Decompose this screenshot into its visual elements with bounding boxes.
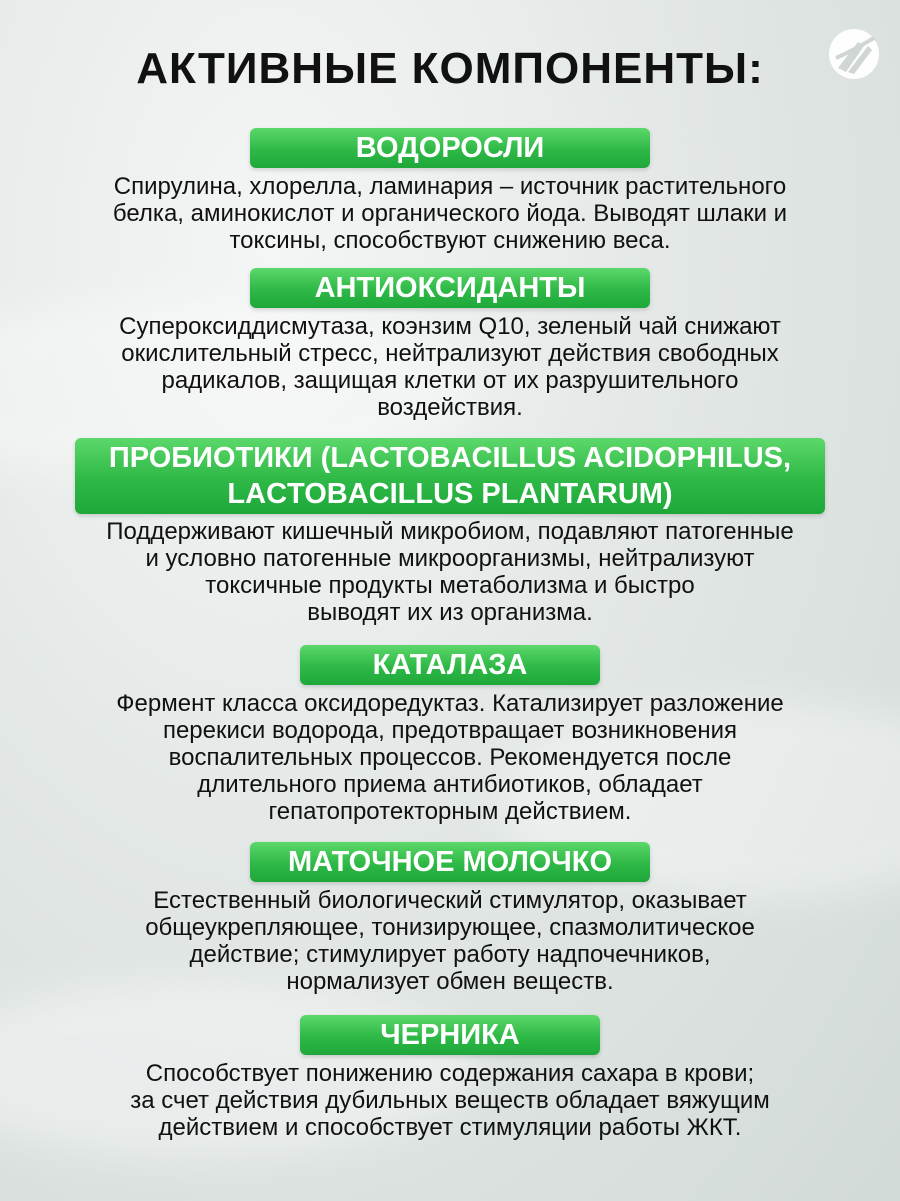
heading-label: ПРОБИОТИКИ (LACTOBACILLUS ACIDOPHILUS, (108, 442, 792, 474)
description-probiotics (60, 518, 840, 626)
heading-label: LACTOBACILLUS PLANTARUM) (227, 478, 673, 510)
description-line: нормализует обмен веществ. (286, 968, 614, 995)
description-line: воздействия. (377, 394, 523, 421)
heading-badge-probiotics (75, 438, 825, 514)
description-line: воспалительных процессов. Рекомендуется после (168, 744, 732, 771)
description-line: выводят их из организма. (307, 599, 593, 626)
description-line: белка, аминокислот и органического йода. Выводят шлаки и (112, 200, 788, 227)
heading-label: ЧЕРНИКА (380, 1018, 520, 1051)
description-line: окислительный стресс, нейтрализуют действия свободных (121, 340, 779, 367)
description-blueberry (60, 1060, 840, 1141)
description-line: Поддерживают кишечный микробиом, подавляют патогенные (106, 518, 794, 545)
description-line: за счет действия дубильных веществ обладает вяжущим (130, 1087, 770, 1114)
description-line: перекиси водорода, предотвращает возникновения (162, 717, 738, 744)
description-line: общеукрепляющее, тонизирующее, спазмолитическое (145, 914, 755, 941)
heading-label: ВОДОРОСЛИ (355, 131, 545, 164)
heading-badge-antioxidants (250, 268, 650, 308)
heading-badge-royal-jelly (250, 842, 650, 882)
description-line: гепатопротекторным действием. (268, 798, 632, 825)
description-line: Способствует понижению содержания сахара в крови; (145, 1060, 755, 1087)
description-line: токсичные продукты метаболизма и быстро (205, 572, 695, 599)
heading-label: МАТОЧНОЕ МОЛОЧКО (287, 845, 612, 878)
heading-badge-blueberry (300, 1015, 600, 1055)
description-line: Естественный биологический стимулятор, оказывает (153, 887, 747, 914)
rocket-swoosh-icon (828, 28, 880, 80)
description-catalase (60, 690, 840, 825)
heading-badge-vodorosli (250, 128, 650, 168)
heading-label: АНТИОКСИДАНТЫ (314, 271, 586, 304)
description-line: радикалов, защищая клетки от их разрушительного (161, 367, 739, 394)
description-line: Спирулина, хлорелла, ламинария – источник растительного (113, 173, 787, 200)
description-line: Фермент класса оксидоредуктаз. Катализирует разложение (116, 690, 784, 717)
description-vodorosli (60, 173, 840, 254)
description-line: длительного приема антибиотиков, обладает (197, 771, 703, 798)
page-title: АКТИВНЫЕ КОМПОНЕНТЫ: (136, 44, 764, 93)
description-line: токсины, способствуют снижению веса. (229, 227, 671, 254)
description-antioxidants (60, 313, 840, 421)
heading-badge-catalase (300, 645, 600, 685)
description-line: действием и способствует стимуляции работы ЖКТ. (158, 1114, 742, 1141)
description-line: Супероксиддисмутаза, коэнзим Q10, зеленый чай снижают (119, 313, 781, 340)
heading-label: КАТАЛАЗА (372, 648, 528, 681)
description-royal-jelly (60, 887, 840, 995)
description-line: действие; стимулирует работу надпочечников, (189, 941, 711, 968)
description-line: и условно патогенные микроорганизмы, нейтрализуют (145, 545, 755, 572)
